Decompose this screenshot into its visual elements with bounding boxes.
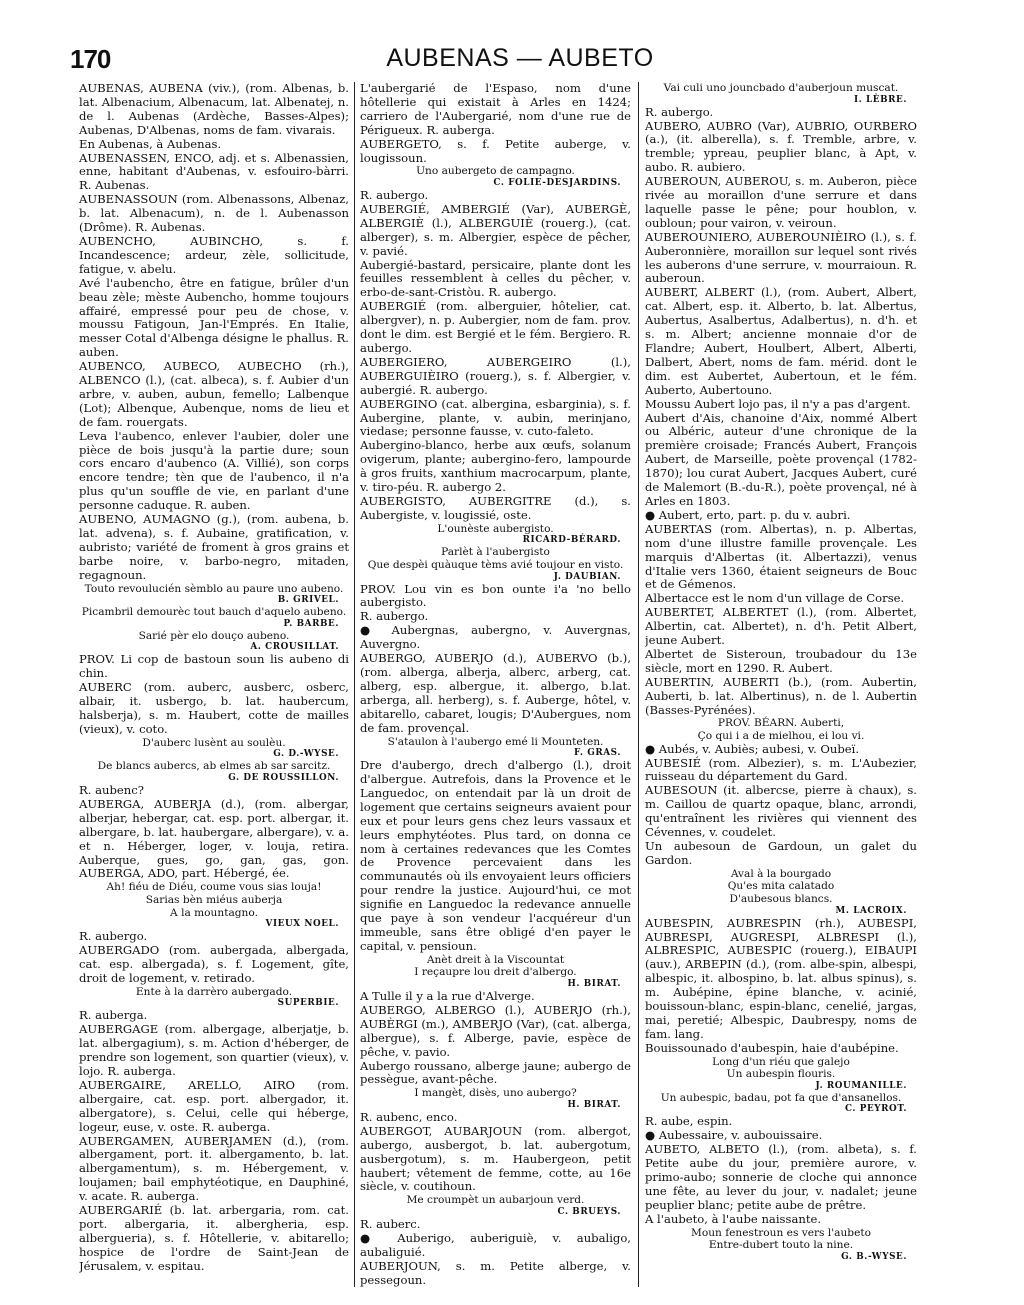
quotation-line: Ente à la darrèro aubergado.	[135, 985, 293, 998]
quotation-line: I mangèt, disès, uno aubergo?	[414, 1087, 577, 1100]
dictionary-entry: AUBESPIN, AUBRESPIN (rh.), AUBESPI, AUBRESPI, AUGRESPI, ALBRESPI (l.), ALBRESPIC, AUBESPIC (rouerg.), EIBAUPI (auv.), ARBEPIN (d.), (rom. albe-spin, albespi, albespic, it. albospino, b. lat. albus spinus), s. m. Aubépine, épine blanche, v. acinié, bouissoun-blanc, espin-blanc, cenelié, jargas, mai, peretié; Albespic, Daubrespy, noms de fam. lang.	[645, 915, 917, 1041]
dictionary-entry: AUBERGO, AUBERJO (d.), AUBERVO (b.), (rom. alberga, alberja, alberc, arberg, cat. alberg, esp. albergue, it. albergo, b.lat. arberga, all. herberg), s. f. Auberge, hôtel, v. abitarello, cabaret, lougis; D'Aubergues, nom de fam. provençal.	[360, 651, 631, 735]
dictionary-entry: AUBERGO, ALBERGO (l.), AUBERJO (rh.), AUBÈRGI (m.), AMBERJO (Var), (cat. alberga, albergue), s. f. Alberge, pavie, espèce de pêche, v. pavio.	[360, 1002, 631, 1059]
quotation-line: De blancs aubercs, ab elmes ab sar sarcitz.	[97, 760, 331, 773]
dictionary-entry: AUBERGISTO, AUBERGITRE (d.), s. Aubergiste, v. lougissié, oste.	[360, 493, 631, 522]
dictionary-entry: Leva l'aubenco, enlever l'aubier, doler une pièce de bois jusqu'à la partie dure; soun cors encaro d'aubenco (A. Villié), son corps encore tendre; tèn que de l'aubenco, il n'a plus qu'un souffle de vie, en parlant d'une personne caduque. R. auben.	[79, 428, 349, 513]
quotation-line: L'ounèste aubergisto.	[437, 522, 554, 535]
quotation-line: Picambril demourèc tout bauch d'aquelo aubeno.	[81, 606, 347, 619]
quotation-line: Parlèt à l'aubergisto	[441, 546, 550, 559]
dictionary-entry: AUBENCO, AUBECO, AUBECHO (rh.), ALBENCO (l.), (cat. albeca), s. f. Aubier d'un arbre, v. auben, aubun, femello; Lalbenque (Lot); Albenque, Aubenque, noms de lieu et de fam. rouergats.	[79, 359, 349, 429]
dictionary-entry: L'aubergarié de l'Espaso, nom d'une hôtellerie qui existait à Arles en 1424; carriero de l'Aubergarié, nom d'une rue de Périgueux. R. auberga.	[360, 82, 631, 137]
dictionary-entry: R. aubergo.	[360, 609, 429, 624]
citation-attribution: J. ROUMANILLE.	[815, 1080, 907, 1091]
dictionary-entry: ● Aubés, v. Aubiès; aubesi, v. Oubeï.	[645, 741, 860, 756]
quotation-line: PROV. BÉARN. Auberti,	[717, 717, 845, 730]
citation-attribution: C. BRUEYS.	[557, 1206, 621, 1217]
dictionary-entry: AUBENASSEN, ENCO, adj. et s. Albenassien, enne, habitant d'Aubenas, v. esfouiro-bàrri. R. Aubenas.	[79, 150, 349, 193]
dictionary-entry: AUBERT, ALBERT (l.), (rom. Aubert, Albert, cat. Albert, esp. it. Alberto, b. lat. Albertus, Aubertus, Asalbertus, Adalbertus), n. d'h. et s. m. Albert; ancienne monnaie d'or de Flandre; Aubert, Houlbert, Albert, Alberti, Dalbert, Abert, noms de fam. mérid. dont le dim. est Aubertet, Aubertoun, et le fém. Auberto, Aubertouno.	[645, 285, 917, 397]
quotation-line: Vai culi uno jouncbado d'auberjoun muscat.	[663, 82, 899, 94]
quotation-line: Un aubespin flouris.	[726, 1068, 836, 1081]
quotation-line: Ah! fiéu de Diéu, coume vous sias louja!	[106, 881, 322, 894]
dictionary-entry: AUBESOUN (it. albercse, pierre à chaux), s. m. Caillou de quartz opaque, blanc, arrondi, qu'entraînent les rivières qui viennent des Cévennes, v. coudelet.	[645, 783, 917, 840]
quotation-line: Uno aubergeto de campagno.	[416, 165, 575, 178]
quotation-line: Touto revoulucién sèmblo au paure uno aubeno.	[84, 582, 344, 595]
column-divider	[354, 82, 355, 1287]
dictionary-entry: AUBERGADO (rom. aubergada, albergada, cat. esp. albergada), s. f. Logement, gîte, droit de logement, v. retirado.	[79, 943, 349, 985]
dictionary-entry: AUBERGIÉ, AMBERGIÉ (Var), AUBERGÈ, ALBERGIÈ (l.), ALBERGUIÈ (rouerg.), (cat. alberger), s. m. Albergier, espèce de pêcher, v. pavié.	[360, 201, 631, 258]
citation-attribution: B. GRIVEL.	[277, 595, 339, 606]
citation-attribution: F. GRAS.	[573, 748, 621, 759]
citation-attribution: M. LACROIX.	[835, 905, 907, 916]
quotation-line: Moun fenestroun es vers l'aubeto	[691, 1226, 871, 1239]
dictionary-entry: AUBERO, AUBRO (Var), AUBRIO, OURBERO (a.), (it. alberella), s. f. Tremble, arbre, v. tremble; ypreau, peuplier blanc, à Apt, v. aubo. R. aubiero.	[645, 118, 917, 175]
dictionary-entry: AUBETO, ALBETO (l.), (rom. albeta), s. f. Petite aube du jour, première aurore, v. primo-aubo; sonnerie de cloche qui annonce une fête, au lever du jour, v. nadalet; jeune peuplier blanc; petite aube de prêtre.	[645, 1142, 917, 1212]
dictionary-entry: AUBERJOUN, s. m. Petite alberge, v. pessegoun.	[360, 1258, 631, 1287]
dictionary-entry: R. auberga.	[79, 1008, 148, 1023]
dictionary-entry: R. aubenc?	[79, 783, 144, 798]
dictionary-entry: Un aubesoun de Gardoun, un galet du Gardon.	[645, 839, 917, 867]
citation-attribution: H. BIRAT.	[567, 979, 621, 989]
dictionary-entry: AUBERGIÉ (rom. alberguier, hôtelier, cat. albergver), n. p. Aubergier, nom de fam. prov. dont le dim. est Bergié et le fém. Bergiero. R. aubergo.	[360, 299, 631, 355]
citation-attribution: G. DE ROUSSILLON.	[228, 773, 339, 784]
quotation-line: Long d'un riéu que galejo	[712, 1055, 850, 1068]
quotation-line: A la mountagno.	[170, 906, 258, 919]
dictionary-entry: AUBERGINO (cat. albergina, esbarginia), s. f. Aubergine, plante, v. aubin, merinjano, viedase; personne fausse, v. cuto-faleto.	[360, 396, 631, 439]
quotation-line: Sarié pèr elo douço aubeno.	[138, 629, 290, 642]
citation-attribution: C. PEYROT.	[844, 1104, 907, 1115]
dictionary-entry: AUBERTIN, AUBERTI (b.), (rom. Aubertin, Auberti, b. lat. Albertinus), n. de l. Aubertin (Basses-Pyrénées).	[645, 674, 917, 717]
dictionary-entry: AUBENASSOUN (rom. Albenassons, Albenaz, b. lat. Albenacum), n. de l. Aubenasson (Drôme). R. Aubenas.	[79, 192, 349, 235]
quotation-line: Sarias bèn miéus auberja	[145, 893, 283, 906]
dictionary-entry: Dre d'aubergo, drech d'albergo (l.), droit d'albergue. Autrefois, dans la Provence et le Languedoc, on entendait par là un droit de logement que certains seigneurs avaient pour eux et pour leurs gens chez leurs vassaux et leurs emphytéotes. Plus tard, on donna ce nom à certaines redevances que les Comtes de Provence percevaient dans les communautés où ils envoyaient leurs officiers pour rendre la justice. Aujourd'hui, ce mot signifie en Languedoc la redevance annuelle que paye à son vendeur l'acquéreur d'un immeuble, sans être obligé d'en payer le capital, v. pensioun.	[360, 758, 631, 953]
citation-attribution: P. BARBE.	[283, 618, 339, 629]
quotation-line: S'ataulon à l'aubergo emé li Mounteten.	[387, 735, 604, 748]
dictionary-entry: ● Aubessaire, v. aubouissaire.	[645, 1128, 823, 1143]
citation-attribution: SUPERBIE.	[277, 998, 339, 1009]
dictionary-entry: Albertet de Sisteroun, troubadour du 13e siècle, mort en 1290. R. Aubert.	[645, 646, 917, 675]
dictionary-entry: AUBERGA, AUBERJA (d.), (rom. albergar, alberjar, hebergar, cat. esp. port. albergar, it. albergare, b. lat. haubergare, albergare), v. a. et n. Héberger, loger, v. louja, retira. Auberque, gues, go, gan, gas, gon. AUBERGA, ADO, part. Hébergé, ée.	[79, 796, 349, 881]
dictionary-entry: AUBERGETO, s. f. Petite auberge, v. lougissoun.	[360, 136, 631, 165]
dictionary-entry: Bouissounado d'aubespin, haie d'aubépine.	[645, 1040, 899, 1055]
dictionary-entry: Aubergino-blanco, herbe aux œufs, solanum ovigerum, plante; aubergino-fero, lampourde à gros fruits, xanthium macrocarpum, plante, v. tiro-péu. R. aubergo 2.	[360, 438, 631, 495]
dictionary-entry: AUBERC (rom. auberc, ausberc, osberc, albair, it. usbergo, b. lat. haubercum, halsberja), s. m. Haubert, cotte de mailles (vieux), v. coto.	[79, 680, 349, 736]
dictionary-entry: PROV. Lou vin es bon ounte i'a 'no bello aubergisto.	[360, 581, 631, 610]
dictionary-entry: ● Auberigo, auberiguiè, v. aubaligo, aubaliguié.	[360, 1230, 631, 1259]
quotation-line: Aval à la bourgado	[730, 867, 832, 880]
dictionary-entry: AUBERGIERO, AUBERGEIRO (l.), AUBERGUIÈIRO (rouerg.), s. f. Albergier, v. aubergié. R. aubergo.	[360, 354, 631, 397]
dictionary-entry: AUBERTAS (rom. Albertas), n. p. Albertas, nom d'une illustre famille provençale. Les marquis d'Albertas (it. Albertazzi), venus d'Italie vers 1360, étaient seigneurs de Bouc et de Gémenos.	[645, 521, 917, 592]
quotation-line: I reçaupre lou dreit d'albergo.	[414, 966, 577, 979]
dictionary-entry: Avé l'aubencho, être en fatigue, brûler d'un beau zèle; mèste Aubencho, homme toujours affairé, empressé pour peu de chose, v. moussu Fatigoun, Jan-l'Emprés. En Italie, messer Cotal d'Albenga désigne le phallus. R. auben.	[79, 275, 349, 360]
citation-attribution: H. BIRAT.	[567, 1099, 621, 1110]
citation-attribution: I. LÈBRE.	[853, 94, 907, 105]
dictionary-entry: R. aubenc, enco.	[360, 1109, 458, 1124]
dictionary-entry: R. aube, espin.	[645, 1114, 733, 1129]
dictionary-entry: AUBENCHO, AUBINCHO, s. f. Incandescence; ardeur, zèle, sollicitude, fatigue, v. abelu.	[79, 233, 349, 276]
dictionary-entry: Aubergo roussano, alberge jaune; aubergo de pessègue, avant-pêche.	[360, 1058, 631, 1087]
quotation-line: Ço qui i a de mielhou, ei lou vi.	[697, 730, 865, 743]
dictionary-entry: R. aubergo.	[79, 929, 148, 944]
citation-attribution: A. CROUSILLAT.	[250, 642, 339, 653]
dictionary-entry: A l'aubeto, à l'aube naissante.	[645, 1211, 822, 1226]
dictionary-entry: AUBENAS, AUBENA (viv.), (rom. Albenas, b. lat. Albenacium, Albenacum, lat. Albenatej, n. de l. Aubenas (Ardèche, Basses-Alpes); Aubenas, D'Albenas, noms de fam. vivarais.	[79, 82, 349, 137]
citation-attribution: G. B.-WYSE.	[841, 1251, 907, 1262]
quotation-line: D'auberc lusènt au soulèu.	[142, 736, 286, 749]
quotation-line: Que despèi quàuque tèms avié toujour en visto.	[367, 558, 624, 571]
dictionary-entry: En Aubenas, à Aubenas.	[79, 136, 222, 151]
column-2	[360, 82, 631, 1297]
dictionary-entry: R. aubergo.	[645, 104, 714, 119]
dictionary-entry: AUBERGAMEN, AUBERJAMEN (d.), (rom. albergament, port. it. albergamento, b. lat. albergamentum), s. m. Hébergement, v. loujamen; bail emphytéotique, en Dauphiné, v. acate. R. auberga.	[79, 1133, 349, 1204]
dictionary-entry: AUBERTET, ALBERTET (l.), (rom. Albertet, Albertin, cat. Albertet), n. d'h. Petit Albert, jeune Aubert.	[645, 605, 917, 648]
dictionary-entry: AUBERGAIRE, ARELLO, AIRO (rom. albergaire, cat. esp. port. albergador, it. albergatore), s. Celui, celle qui héberge, logeur, euse, v. oste. R. auberga.	[79, 1077, 349, 1134]
dictionary-entry: AUBEROUNIERO, AUBEROUNIÈIRO (l.), s. f. Auberonnière, moraillon sur lequel sont rivés les auberons d'une serrure, v. mourraioun. R. auberoun.	[645, 229, 917, 286]
dictionary-entry: AUBERGARIÉ (b. lat. arbergaria, rom. cat. port. albergaria, it. albergheria, esp. albergueria), s. f. Hôtellerie, v. abitarello; hospice de l'ordre de Saint-Jean de Jérusalem, v. espitau.	[79, 1203, 349, 1273]
citation-attribution: RICARD-BÉRARD.	[522, 535, 621, 546]
column-3	[645, 82, 917, 1297]
column-divider	[638, 82, 639, 1287]
dictionary-entry: Albertacce est le nom d'un village de Corse.	[645, 591, 905, 606]
quotation-line: Entre-dubert touto la nine.	[708, 1239, 854, 1252]
dictionary-entry: Aubert d'Ais, chanoine d'Aix, nommé Albert ou Albéric, auteur d'une chronique de la première croisade; Francés Aubert, François Aubert, de Marseille, poète provençal (1782-1870); lou curat Aubert, Jacques Aubert, curé de Malemort (B.-du-R.), poète provençal, né à Arles en 1803.	[645, 410, 917, 508]
dictionary-entry: AUBERGAGE (rom. albergage, alberjatje, b. lat. albergagium), s. m. Action d'héberger, de prendre son logement, son quartier (vieux), v. lojo. R. auberga.	[79, 1022, 349, 1078]
dictionary-entry: A Tulle il y a la rue d'Alverge.	[360, 989, 535, 1003]
citation-attribution: VIEUX NOEL.	[265, 919, 339, 930]
dictionary-entry: PROV. Li cop de bastoun soun lis aubeno di chin.	[79, 652, 349, 681]
dictionary-entry: AUBESIÉ (rom. Albezier), s. m. L'Aubezier, ruisseau du département du Gard.	[645, 755, 917, 784]
citation-attribution: J. DAUBIAN.	[553, 571, 621, 582]
dictionary-entry: AUBENO, AUMAGNO (g.), (rom. aubena, b. lat. advena), s. f. Aubaine, gratification, v. aubristo; variété de froment à gros grains et barbe noire, v. barbo-negro, mitaden, regagnoun.	[79, 512, 349, 582]
dictionary-entry: ● Aubergnas, aubergno, v. Auvergnas, Auvergno.	[360, 623, 631, 652]
dictionary-entry: R. auberc.	[360, 1216, 421, 1231]
citation-attribution: C. FOLIE-DESJARDINS.	[493, 178, 621, 189]
quotation-line: Anèt dreit à la Viscountat	[426, 953, 565, 966]
dictionary-entry: AUBERGOT, AUBARJOUN (rom. albergot, aubergo, ausbergot, b. lat. aubergotum, ausbergotum), s. m. Haubergeon, petit haubert; vêtement de femme, cotte, au 16e siècle, v. coutihoun.	[360, 1123, 631, 1194]
quotation-line: Qu'es mita calatado	[727, 880, 835, 893]
column-1	[79, 82, 349, 1297]
quotation-line: D'aubesous blancs.	[729, 893, 833, 905]
dictionary-entry: R. aubergo.	[360, 188, 429, 203]
quotation-line: Un aubespic, badau, pot fa que d'ansanellos.	[660, 1091, 902, 1104]
running-head-title: AUBENAS — AUBETO	[386, 44, 654, 72]
quotation-line: Me croumpèt un aubarjoun verd.	[406, 1194, 585, 1207]
dictionary-entry: ● Aubert, erto, part. p. du v. aubri.	[645, 507, 851, 522]
citation-attribution: G. D.-WYSE.	[273, 749, 339, 760]
dictionary-entry: Moussu Aubert lojo pas, il n'y a pas d'argent.	[645, 396, 911, 411]
dictionary-entry: AUBEROUN, AUBEROU, s. m. Auberon, pièce rivée au moraillon d'une serrure et dans laquelle passe le pêne; pour houblon, v. oubloun; pour vairon, v. veiroun.	[645, 174, 917, 230]
dictionary-entry: Aubergié-bastard, persicaire, plante dont les feuilles ressemblent à celles du pêcher, v. erbo-de-sant-Cristòu. R. aubergo.	[360, 257, 631, 300]
running-header	[70, 44, 970, 74]
page-number: 170	[70, 44, 111, 74]
